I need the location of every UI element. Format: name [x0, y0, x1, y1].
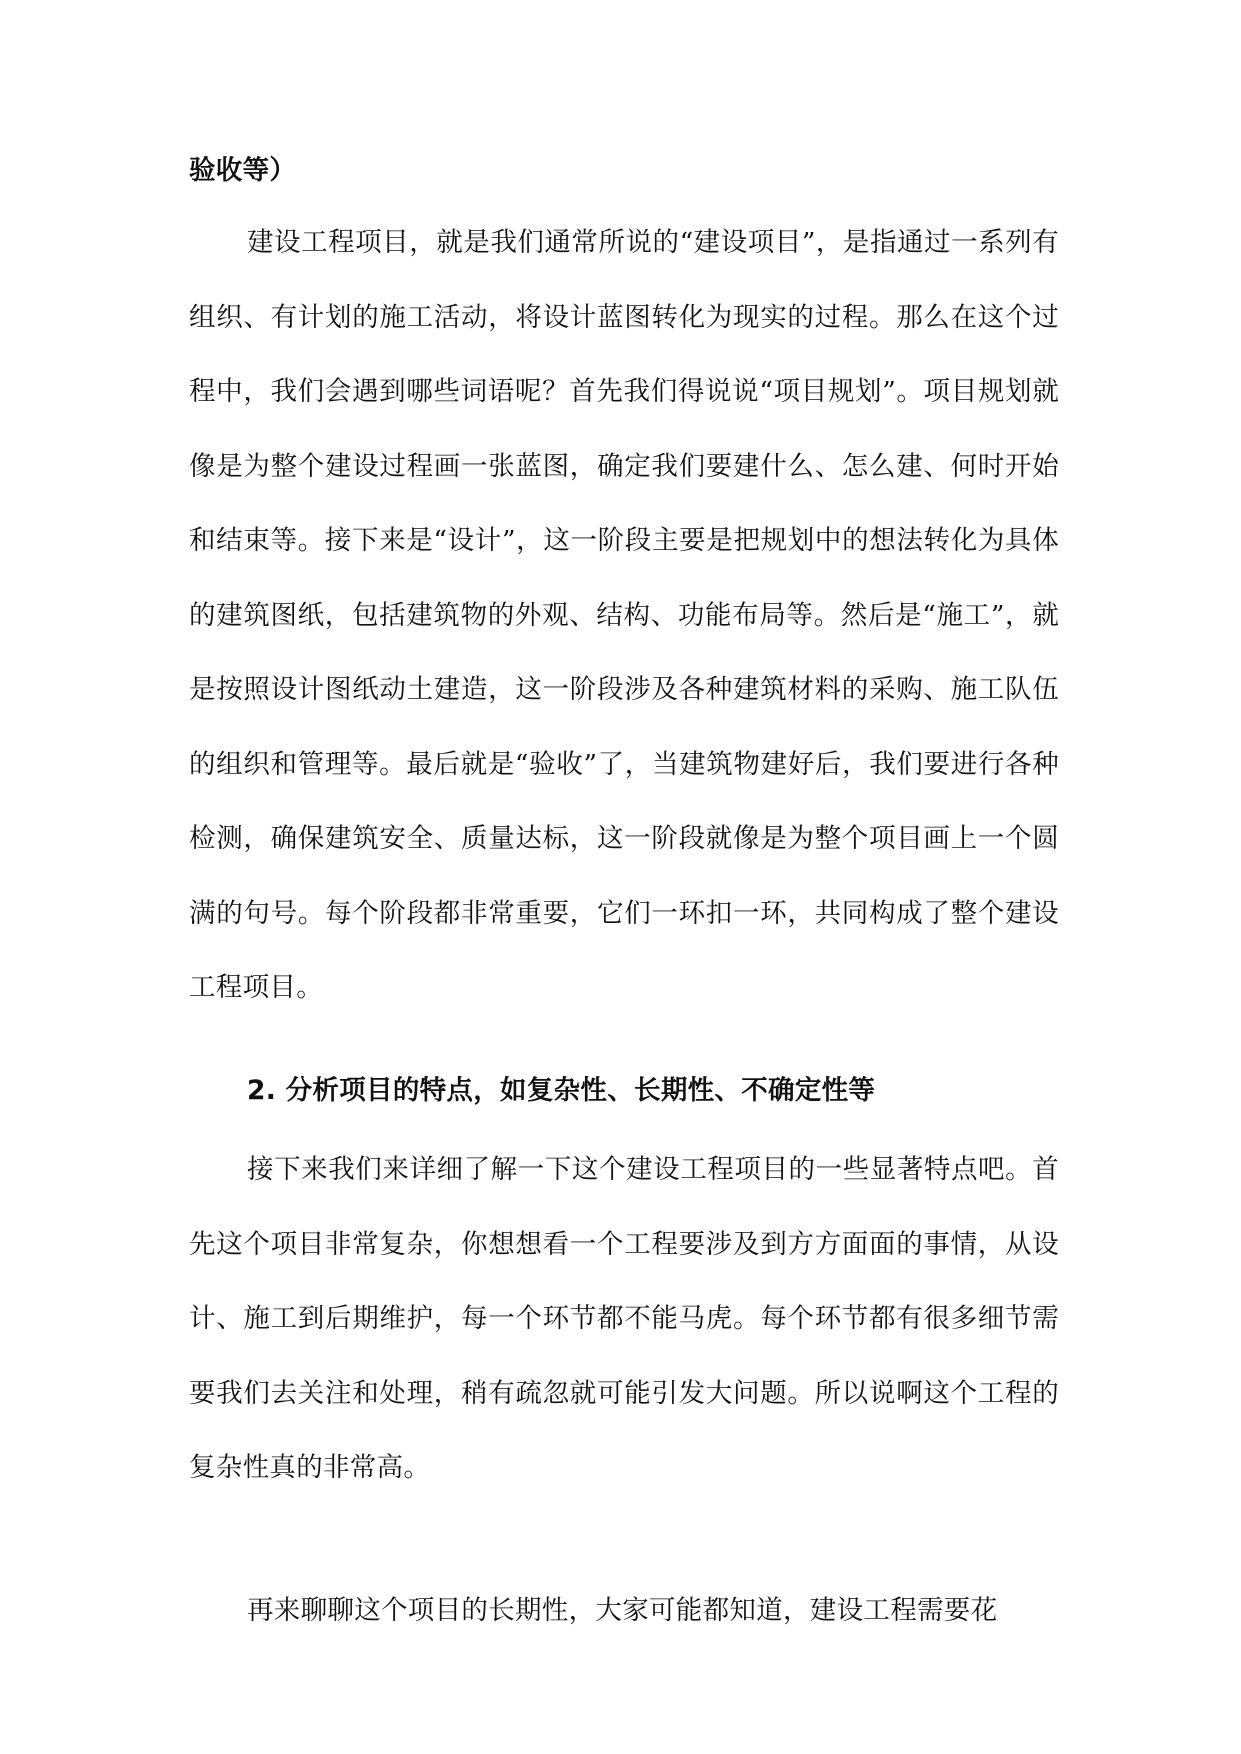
section-heading-project-characteristics: 2. 分析项目的特点，如复杂性、长期性、不确定性等: [247, 1075, 876, 1106]
continued-heading-fragment: 验收等）: [189, 155, 297, 186]
paragraph-long-term: 再来聊聊这个项目的长期性，大家可能都知道，建设工程需要花: [247, 1595, 998, 1626]
paragraph-project-stages: 建设工程项目，就是我们通常所说的“建设项目”，是指通过一系列有组织、有计划的施工活动，将设计蓝图转化为现实的过程。那么在这个过程中，我们会遇到哪些词语呢？首先我们得说说“项目规划”。项目规划就像是为整个建设过程画一张蓝图，确定我们要建什么、怎么建、何时开始和结束等。接下来是“设计”，这一阶段主要是把规划中的想法转化为具体的建筑图纸，包括建筑物的外观、结构、功能布局等。然后是“施工”，就是按照设计图纸动土建造，这一阶段涉及各种建筑材料的采购、施工队伍的组织和管理等。最后就是“验收”了，当建筑物建好后，我们要进行各种检测，确保建筑安全、质量达标，这一阶段就像是为整个项目画上一个圆满的句号。每个阶段都非常重要，它们一环扣一环，共同构成了整个建设工程项目。: [189, 227, 1059, 1003]
paragraph-complexity: 接下来我们来详细了解一下这个建设工程项目的一些显著特点吧。首先这个项目非常复杂，你想想看一个工程要涉及到方方面面的事情，从设计、施工到后期维护，每一个环节都不能马虎。每个环节都有很多细节需要我们去关注和处理，稍有疏忽就可能引发大问题。所以说啊这个工程的复杂性真的非常高。: [189, 1154, 1059, 1483]
